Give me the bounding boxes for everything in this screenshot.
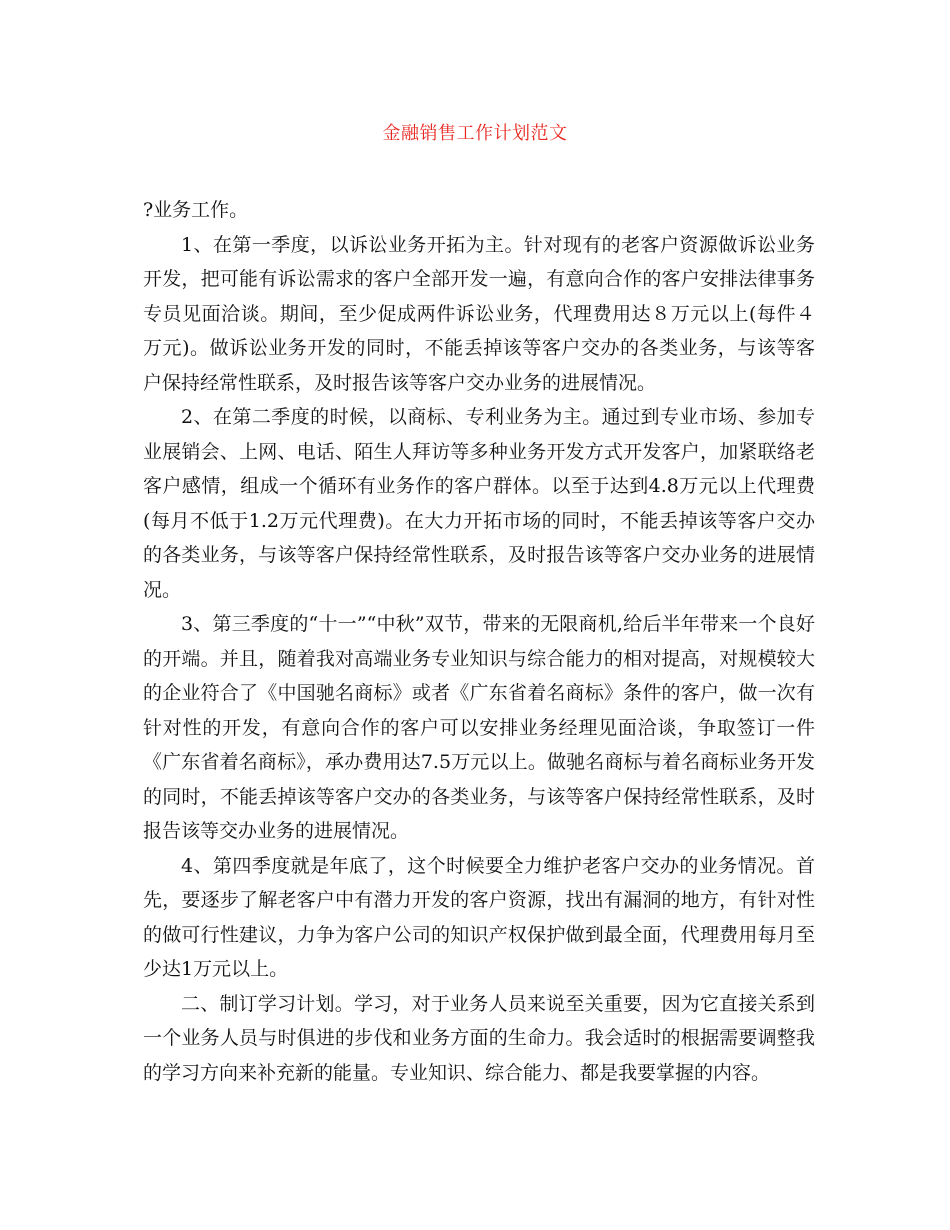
paragraph-q3: 3、第三季度的“十一”“中秋”双节，带来的无限商机,给后半年带来一个良好的开端。并且，随着我对高端业务专业知识与综合能力的相对提高，对规模较大的企业符合了《中国驰名商标》或者《广东省着名商标》条件的客户，做一次有针对性的开发，有意向合作的客户可以安排业务经理见面洽谈，争取签订一件《广东省着名商标》，承办费用达7.5万元以上。做驰名商标与着名商标业务开发的同时，不能丢掉该等客户交办的各类业务，与该等客户保持经常性联系，及时报告该等交办业务的进展情况。 bbox=[143, 613, 815, 842]
paragraph-q4: 4、第四季度就是年底了，这个时候要全力维护老客户交办的业务情况。首先，要逐步了解老客户中有潜力开发的客户资源，找出有漏洞的地方，有针对性的做可行性建议，力争为客户公司的知识产权保护做到最全面，代理费用每月至少达1万元以上。 bbox=[143, 854, 815, 980]
paragraph-q1: 1、在第一季度，以诉讼业务开拓为主。针对现有的老客户资源做诉讼业务开发，把可能有诉讼需求的客户全部开发一遍，有意向合作的客户安排法律事务专员见面洽谈。期间，至少促成两件诉讼业务，代理费用达８万元以上(每件４万元)。做诉讼业务开发的同时，不能丢掉该等客户交办的各类业务，与该等客户保持经常性联系，及时报告该等客户交办业务的进展情况。 bbox=[143, 233, 815, 394]
paragraph-q2: 2、在第二季度的时候，以商标、专利业务为主。通过到专业市场、参加专业展销会、上网、电话、陌生人拜访等多种业务开发方式开发客户，加紧联络老客户感情，组成一个循环有业务作的客户群体。以至于达到4.8万元以上代理费(每月不低于1.2万元代理费)。在大力开拓市场的同时，不能丢掉该等客户交办的各类业务，与该等客户保持经常性联系，及时报告该等客户交办业务的进展情况。 bbox=[143, 406, 815, 601]
paragraph-study-plan: 二、制订学习计划。学习，对于业务人员来说至关重要，因为它直接关系到一个业务人员与时俱进的步伐和业务方面的生命力。我会适时的根据需要调整我的学习方向来补充新的能量。专业知识、综合能力、都是我要掌握的内容。 bbox=[143, 992, 815, 1084]
document-title: 金融销售工作计划范文 bbox=[382, 123, 568, 144]
document-body bbox=[143, 193, 815, 1090]
paragraph-intro: ?业务工作。 bbox=[143, 199, 249, 221]
